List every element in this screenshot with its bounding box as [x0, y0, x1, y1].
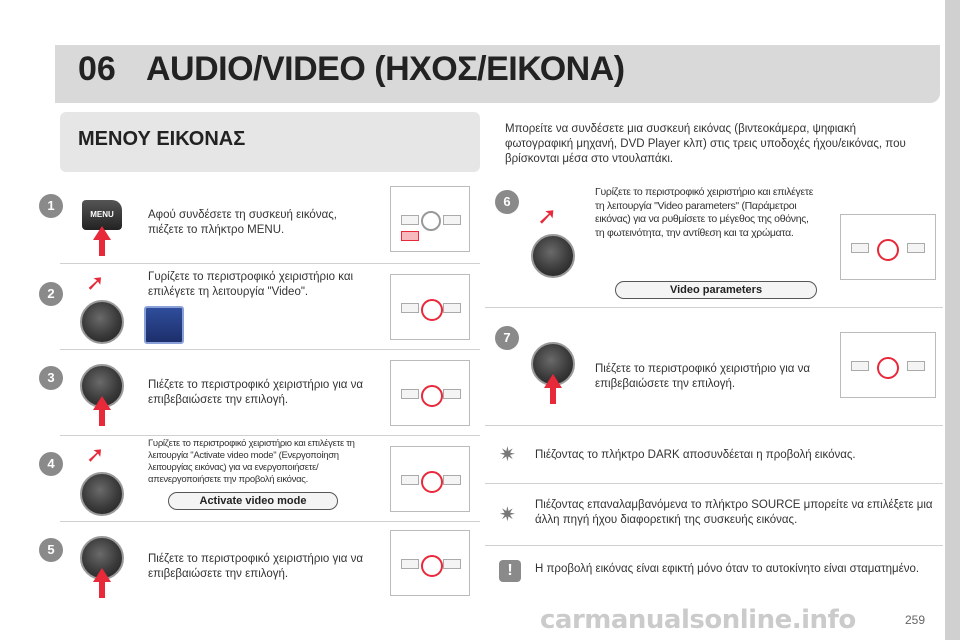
steps-panel-left — [47, 178, 480, 608]
radio-panel-icon — [390, 530, 470, 596]
steps-panel-right — [485, 178, 943, 608]
rotate-arrow-icon: ➚ — [86, 270, 105, 295]
radio-panel-icon — [390, 274, 470, 340]
rotary-knob-icon — [80, 300, 124, 344]
note-text: Πιέζοντας επαναλαμβανόμενα το πλήκτρο SOURCE μπορείτε να επιλέξετε μια άλλη πηγή ήχου διαφορετική της συσκευής εικόνας. — [535, 499, 933, 526]
step-badge: 3 — [39, 366, 63, 390]
note-row — [485, 484, 943, 546]
rotate-arrow-icon: ➚ — [537, 203, 558, 230]
press-arrow-stem — [99, 582, 105, 598]
rotary-knob-icon — [80, 472, 124, 516]
radio-panel-icon — [840, 214, 936, 280]
step-badge: 1 — [39, 194, 63, 218]
radio-panel-icon — [390, 360, 470, 426]
step-text: Αφού συνδέσετε τη συσκευή εικόνας, πιέζετε το πλήκτρο MENU. — [148, 209, 337, 236]
note-text: Η προβολή εικόνας είναι εφικτή μόνο όταν το αυτοκίνητο είναι σταματημένο. — [535, 563, 920, 575]
option-video-parameters: Video parameters — [615, 281, 817, 299]
step-text: Γυρίζετε το περιστροφικό χειριστήριο και επιλέγετε τη λειτουργία "Video". — [148, 271, 354, 298]
press-arrow-icon — [93, 568, 111, 582]
step-row-5 — [47, 522, 480, 608]
step-row-6 — [485, 178, 943, 308]
rotary-knob-icon — [531, 234, 575, 278]
step-row-3 — [47, 350, 480, 436]
step-row-4 — [47, 436, 480, 522]
video-mode-icon — [144, 306, 184, 344]
press-arrow-stem — [99, 240, 105, 256]
step-badge: 2 — [39, 282, 63, 306]
step-text: Πιέζετε το περιστροφικό χειριστήριο για να επιβεβαιώσετε την επιλογή. — [595, 363, 811, 390]
step-badge: 6 — [495, 190, 519, 214]
press-arrow-icon — [93, 396, 111, 410]
option-activate-video-mode: Activate video mode — [168, 492, 338, 510]
step-row-7 — [485, 308, 943, 426]
intro-text: Μπορείτε να συνδέσετε μια συσκευή εικόνας (βιντεοκάμερα, ψηφιακή φωτογραφική μηχανή, DVD Player κλπ) στις τρεις υποδοχές ήχου/εικόνας, που βρίσκονται μέσα στο ντουλαπάκι. — [505, 123, 906, 165]
sun-tip-icon: ✷ — [499, 504, 516, 526]
step-row-1 — [47, 178, 480, 264]
sun-tip-icon: ✷ — [499, 444, 516, 466]
warning-icon: ! — [499, 560, 521, 582]
rotate-arrow-icon: ➚ — [86, 442, 105, 467]
radio-panel-icon — [840, 332, 936, 398]
radio-panel-icon — [390, 186, 470, 252]
section-title: ΜΕΝΟΥ ΕΙΚΟΝΑΣ — [78, 128, 246, 150]
press-arrow-icon — [93, 226, 111, 240]
step-badge: 7 — [495, 326, 519, 350]
note-row — [485, 426, 943, 484]
step-badge: 5 — [39, 538, 63, 562]
press-arrow-stem — [550, 388, 556, 404]
step-text: Γυρίζετε το περιστροφικό χειριστήριο και επιλέγετε τη λειτουργία "Video parameters" (Παράμετροι εικόνας) για να ρυθμίσετε το μέγεθος της οθόνης, τη φωτεινότητα, την αντίθεση και τα χρώματα. — [595, 186, 814, 239]
note-text: Πιέζοντας το πλήκτρο DARK αποσυνδέεται η προβολή εικόνας. — [535, 449, 856, 461]
menu-key-icon: MENU — [82, 200, 122, 230]
step-row-2 — [47, 264, 480, 350]
step-badge: 4 — [39, 452, 63, 476]
press-arrow-stem — [99, 410, 105, 426]
step-text: Πιέζετε το περιστροφικό χειριστήριο για να επιβεβαιώσετε την επιλογή. — [148, 379, 364, 406]
step-text: Πιέζετε το περιστροφικό χειριστήριο για να επιβεβαιώσετε την επιλογή. — [148, 553, 364, 580]
step-text: Γυρίζετε το περιστροφικό χειριστήριο και επιλέγετε τη λειτουργία "Activate video mode" (Ενεργοποίηση λειτουργίας εικόνας) για να ενεργοποιήσετε/ απενεργοποιήσετε την προβολή εικόνας. — [148, 438, 355, 485]
watermark: carmanualsonline.info — [540, 605, 856, 635]
chapter-number: 06 — [78, 50, 116, 88]
page-title: AUDIO/VIDEO (ΗΧΟΣ/ΕΙΚΟΝΑ) — [146, 50, 625, 88]
press-arrow-icon — [544, 374, 562, 388]
note-row — [485, 546, 943, 608]
radio-panel-icon — [390, 446, 470, 512]
page-number: 259 — [905, 613, 926, 627]
side-tab-strip — [945, 0, 960, 640]
